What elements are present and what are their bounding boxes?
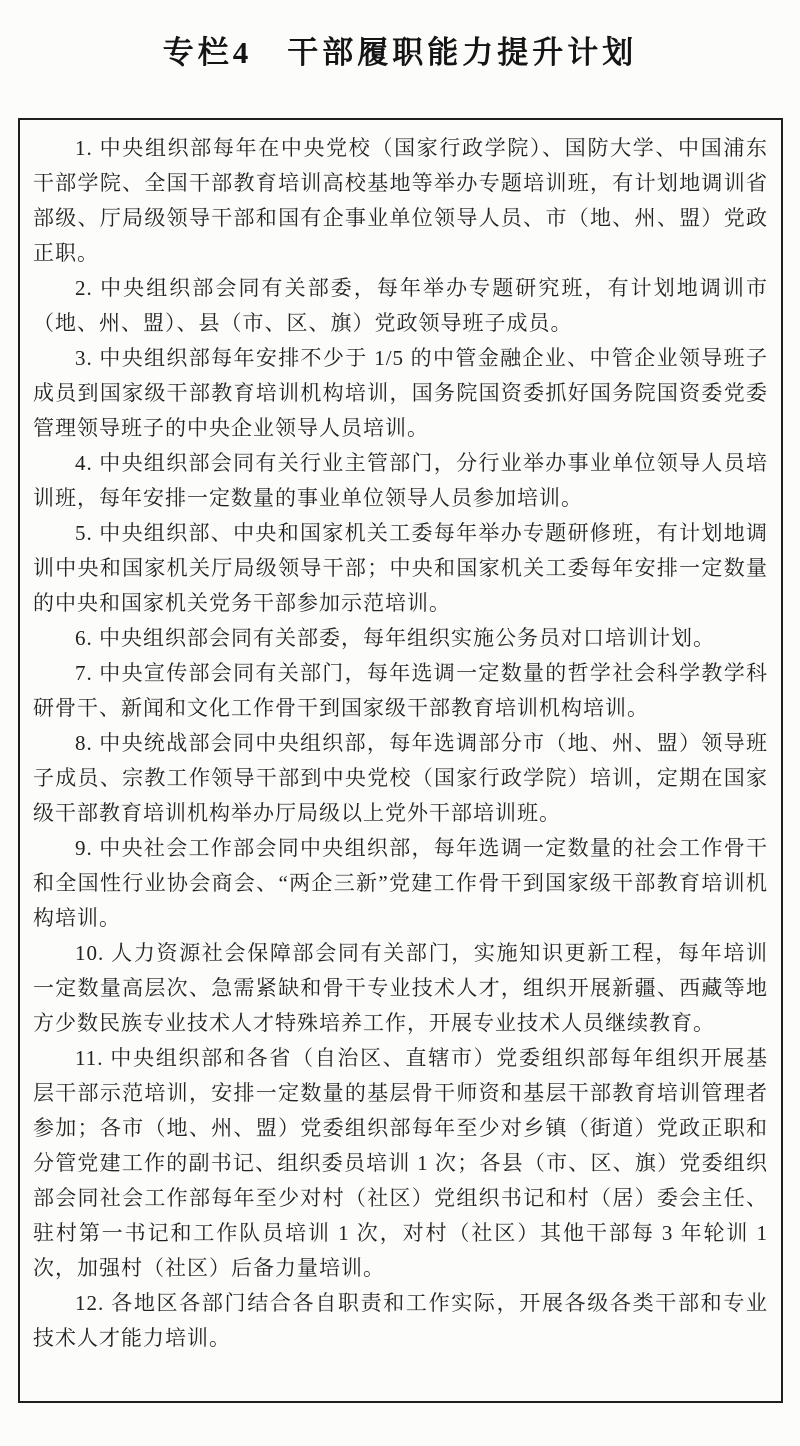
plan-item-2: 2. 中央组织部会同有关部委，每年举办专题研究班，有计划地调训市（地、州、盟）、县（市、区、旗）党政领导班子成员。 (33, 276, 768, 335)
plan-item-12: 12. 各地区各部门结合各自职责和工作实际，开展各级各类干部和专业技术人才能力培训。 (33, 1291, 768, 1350)
plan-item-6: 6. 中央组织部会同有关部委，每年组织实施公务员对口培训计划。 (75, 626, 715, 650)
plan-item-5: 5. 中央组织部、中央和国家机关工委每年举办专题研修班，有计划地调训中央和国家机关厅局级领导干部；中央和国家机关工委每年安排一定数量的中央和国家机关党务干部参加示范培训。 (33, 521, 768, 615)
plan-item-1: 1. 中央组织部每年在中央党校（国家行政学院）、国防大学、中国浦东干部学院、全国干部教育培训高校基地等举办专题培训班，有计划地调训省部级、厅局级领导干部和国有企事业单位领导人员、市（地、州、盟）党政正职。 (33, 136, 768, 265)
plan-item-3: 3. 中央组织部每年安排不少于 1/5 的中管金融企业、中管企业领导班子成员到国家级干部教育培训机构培训，国务院国资委抓好国务院国资委党委管理领导班子的中央企业领导人员培训。 (33, 346, 768, 440)
plan-item-8: 8. 中央统战部会同中央组织部，每年选调部分市（地、州、盟）领导班子成员、宗教工作领导干部到中央党校（国家行政学院）培训，定期在国家级干部教育培训机构举办厅局级以上党外干部培训班。 (33, 731, 768, 825)
page-title: 专栏4 干部履职能力提升计划 (162, 35, 638, 70)
plan-item-9: 9. 中央社会工作部会同中央组织部，每年选调一定数量的社会工作骨干和全国性行业协会商会、“两企三新”党建工作骨干到国家级干部教育培训机构培训。 (33, 836, 768, 930)
plan-item-11: 11. 中央组织部和各省（自治区、直辖市）党委组织部每年组织开展基层干部示范培训，安排一定数量的基层骨干师资和基层干部教育培训管理者参加；各市（地、州、盟）党委组织部每年至少对乡镇（街道）党政正职和分管党建工作的副书记、组织委员培训 1 次；各县（市、区、旗）党委组织部会同社会工作部每年至少对村（社区）党组织书记和村（居）委会主任、驻村第一书记和工作队员培训 1 次，对村（社区）其他干部每 3 年轮训 1 次，加强村（社区）后备力量培训。 (33, 1046, 768, 1280)
plan-item-7: 7. 中央宣传部会同有关部门，每年选调一定数量的哲学社会科学教学科研骨干、新闻和文化工作骨干到国家级干部教育培训机构培训。 (33, 661, 768, 720)
document-page (0, 27, 800, 1403)
plan-box (18, 118, 783, 1403)
plan-item-10: 10. 人力资源社会保障部会同有关部门，实施知识更新工程，每年培训一定数量高层次、急需紧缺和骨干专业技术人才，组织开展新疆、西藏等地方少数民族专业技术人才特殊培养工作，开展专业技术人员继续教育。 (33, 941, 768, 1035)
plan-item-4: 4. 中央组织部会同有关行业主管部门，分行业举办事业单位领导人员培训班，每年安排一定数量的事业单位领导人员参加培训。 (33, 451, 768, 510)
